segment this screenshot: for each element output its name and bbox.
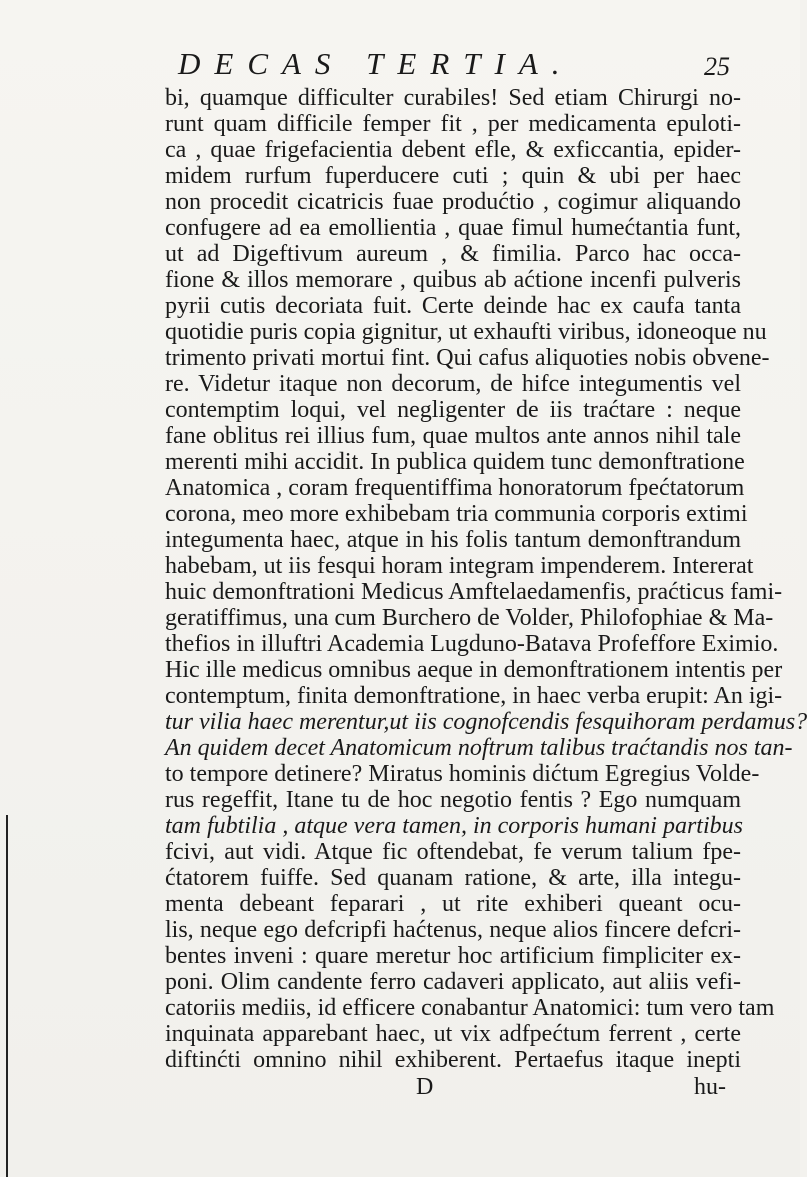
text-line: diftinćti omnino nihil exhiberent. Pertaefus itaque inepti: [165, 1047, 741, 1073]
page-edge-line: [6, 815, 8, 1177]
text-line: geratiffimus, una cum Burchero de Volder, Philofophiae & Ma-: [165, 605, 774, 631]
page-header: [0, 40, 800, 80]
text-line: ut ad Digeftivum aureum , & fimilia. Parco hac occa-: [165, 241, 741, 267]
text-line: integumenta haec, atque in his folis tantum demonftrandum: [165, 527, 741, 553]
text-line: fcivi, aut vidi. Atque fic oftendebat, fe verum talium fpe-: [165, 839, 741, 865]
text-line: non procedit cicatricis fuae produćtio , cogimur aliquando: [165, 189, 741, 215]
text-line: Hic ille medicus omnibus aeque in demonftrationem intentis per: [165, 657, 783, 683]
text-line: ca , quae frigefacientia debent efle, & exficcantia, epider-: [165, 137, 741, 163]
text-line: re. Videtur itaque non decorum, de hifce integumentis vel: [165, 371, 741, 397]
text-line: to tempore detinere? Miratus hominis dićtum Egregius Volde-: [165, 761, 760, 787]
text-line: ćtatorem fuiffe. Sed quanam ratione, & arte, illa integu-: [165, 865, 741, 891]
text-line: bi, quamque difficulter curabiles! Sed etiam Chirurgi no-: [165, 85, 741, 111]
text-line: runt quam difficile femper fit , per medicamenta epuloti-: [165, 111, 741, 137]
text-line: habebam, ut iis fesqui horam integram impenderem. Intererat: [165, 553, 754, 579]
page-footer: [0, 1074, 800, 1104]
text-line: confugere ad ea emollientia , quae fimul humećtantia funt,: [165, 215, 741, 241]
text-line: trimento privati mortui fint. Qui cafus aliquoties nobis obvene-: [165, 345, 770, 371]
text-line: Anatomica , coram frequentiffima honoratorum fpećtatorum: [165, 475, 745, 501]
text-line: fane oblitus rei illius fum, quae multos ante annos nihil tale: [165, 423, 741, 449]
signature-mark: D: [416, 1074, 434, 1100]
text-line: thefios in illuftri Academia Lugduno-Batava Profeffore Eximio.: [165, 631, 779, 657]
text-line-italic: tur vilia haec merentur,ut iis cognofcendis fesquihoram perdamus?: [165, 709, 807, 735]
text-line: quotidie puris copia gignitur, ut exhaufti viribus, idoneoque nu: [165, 319, 767, 345]
text-line-italic: tam fubtilia , atque vera tamen, in corporis humani partibus: [165, 813, 743, 839]
text-line: menta debeant feparari , ut rite exhiberi queant ocu-: [165, 891, 741, 917]
text-line: catoriis mediis, id efficere conabantur Anatomici: tum vero tam: [165, 995, 775, 1021]
text-line: bentes inveni : quare meretur hoc artificium fimpliciter ex-: [165, 943, 741, 969]
text-line: fione & illos memorare , quibus ab aćtione incenfi pulveris: [165, 267, 741, 293]
text-line: inquinata apparebant haec, ut vix adfpećtum ferrent , certe: [165, 1021, 741, 1047]
text-line: contemptum, finita demonftratione, in haec verba erupit: An igi-: [165, 683, 783, 709]
running-title: DECAS TERTIA.: [178, 46, 574, 81]
text-line: midem rurfum fuperducere cuti ; quin & ubi per haec: [165, 163, 741, 189]
text-line: huic demonftrationi Medicus Amftelaedamenfis, praćticus fami-: [165, 579, 783, 605]
text-line: poni. Olim candente ferro cadaveri applicato, aut aliis vefi-: [165, 969, 741, 995]
text-line: contemptim loqui, vel negligenter de iis traćtare : neque: [165, 397, 741, 423]
text-line: merenti mihi accidit. In publica quidem tunc demonftratione: [165, 449, 745, 475]
text-line: rus regeffit, Itane tu de hoc negotio fentis ? Ego numquam: [165, 787, 741, 813]
page-number: 25: [704, 52, 730, 81]
text-line: pyrii cutis decoriata fuit. Certe deinde hac ex caufa tanta: [165, 293, 741, 319]
catchword: hu-: [694, 1074, 726, 1100]
text-line: lis, neque ego defcripfi haćtenus, neque alios fincere defcri-: [165, 917, 741, 943]
text-line-italic: An quidem decet Anatomicum noftrum talibus traćtandis nos tan-: [165, 735, 793, 761]
text-line: corona, meo more exhibebam tria communia corporis extimi: [165, 501, 748, 527]
